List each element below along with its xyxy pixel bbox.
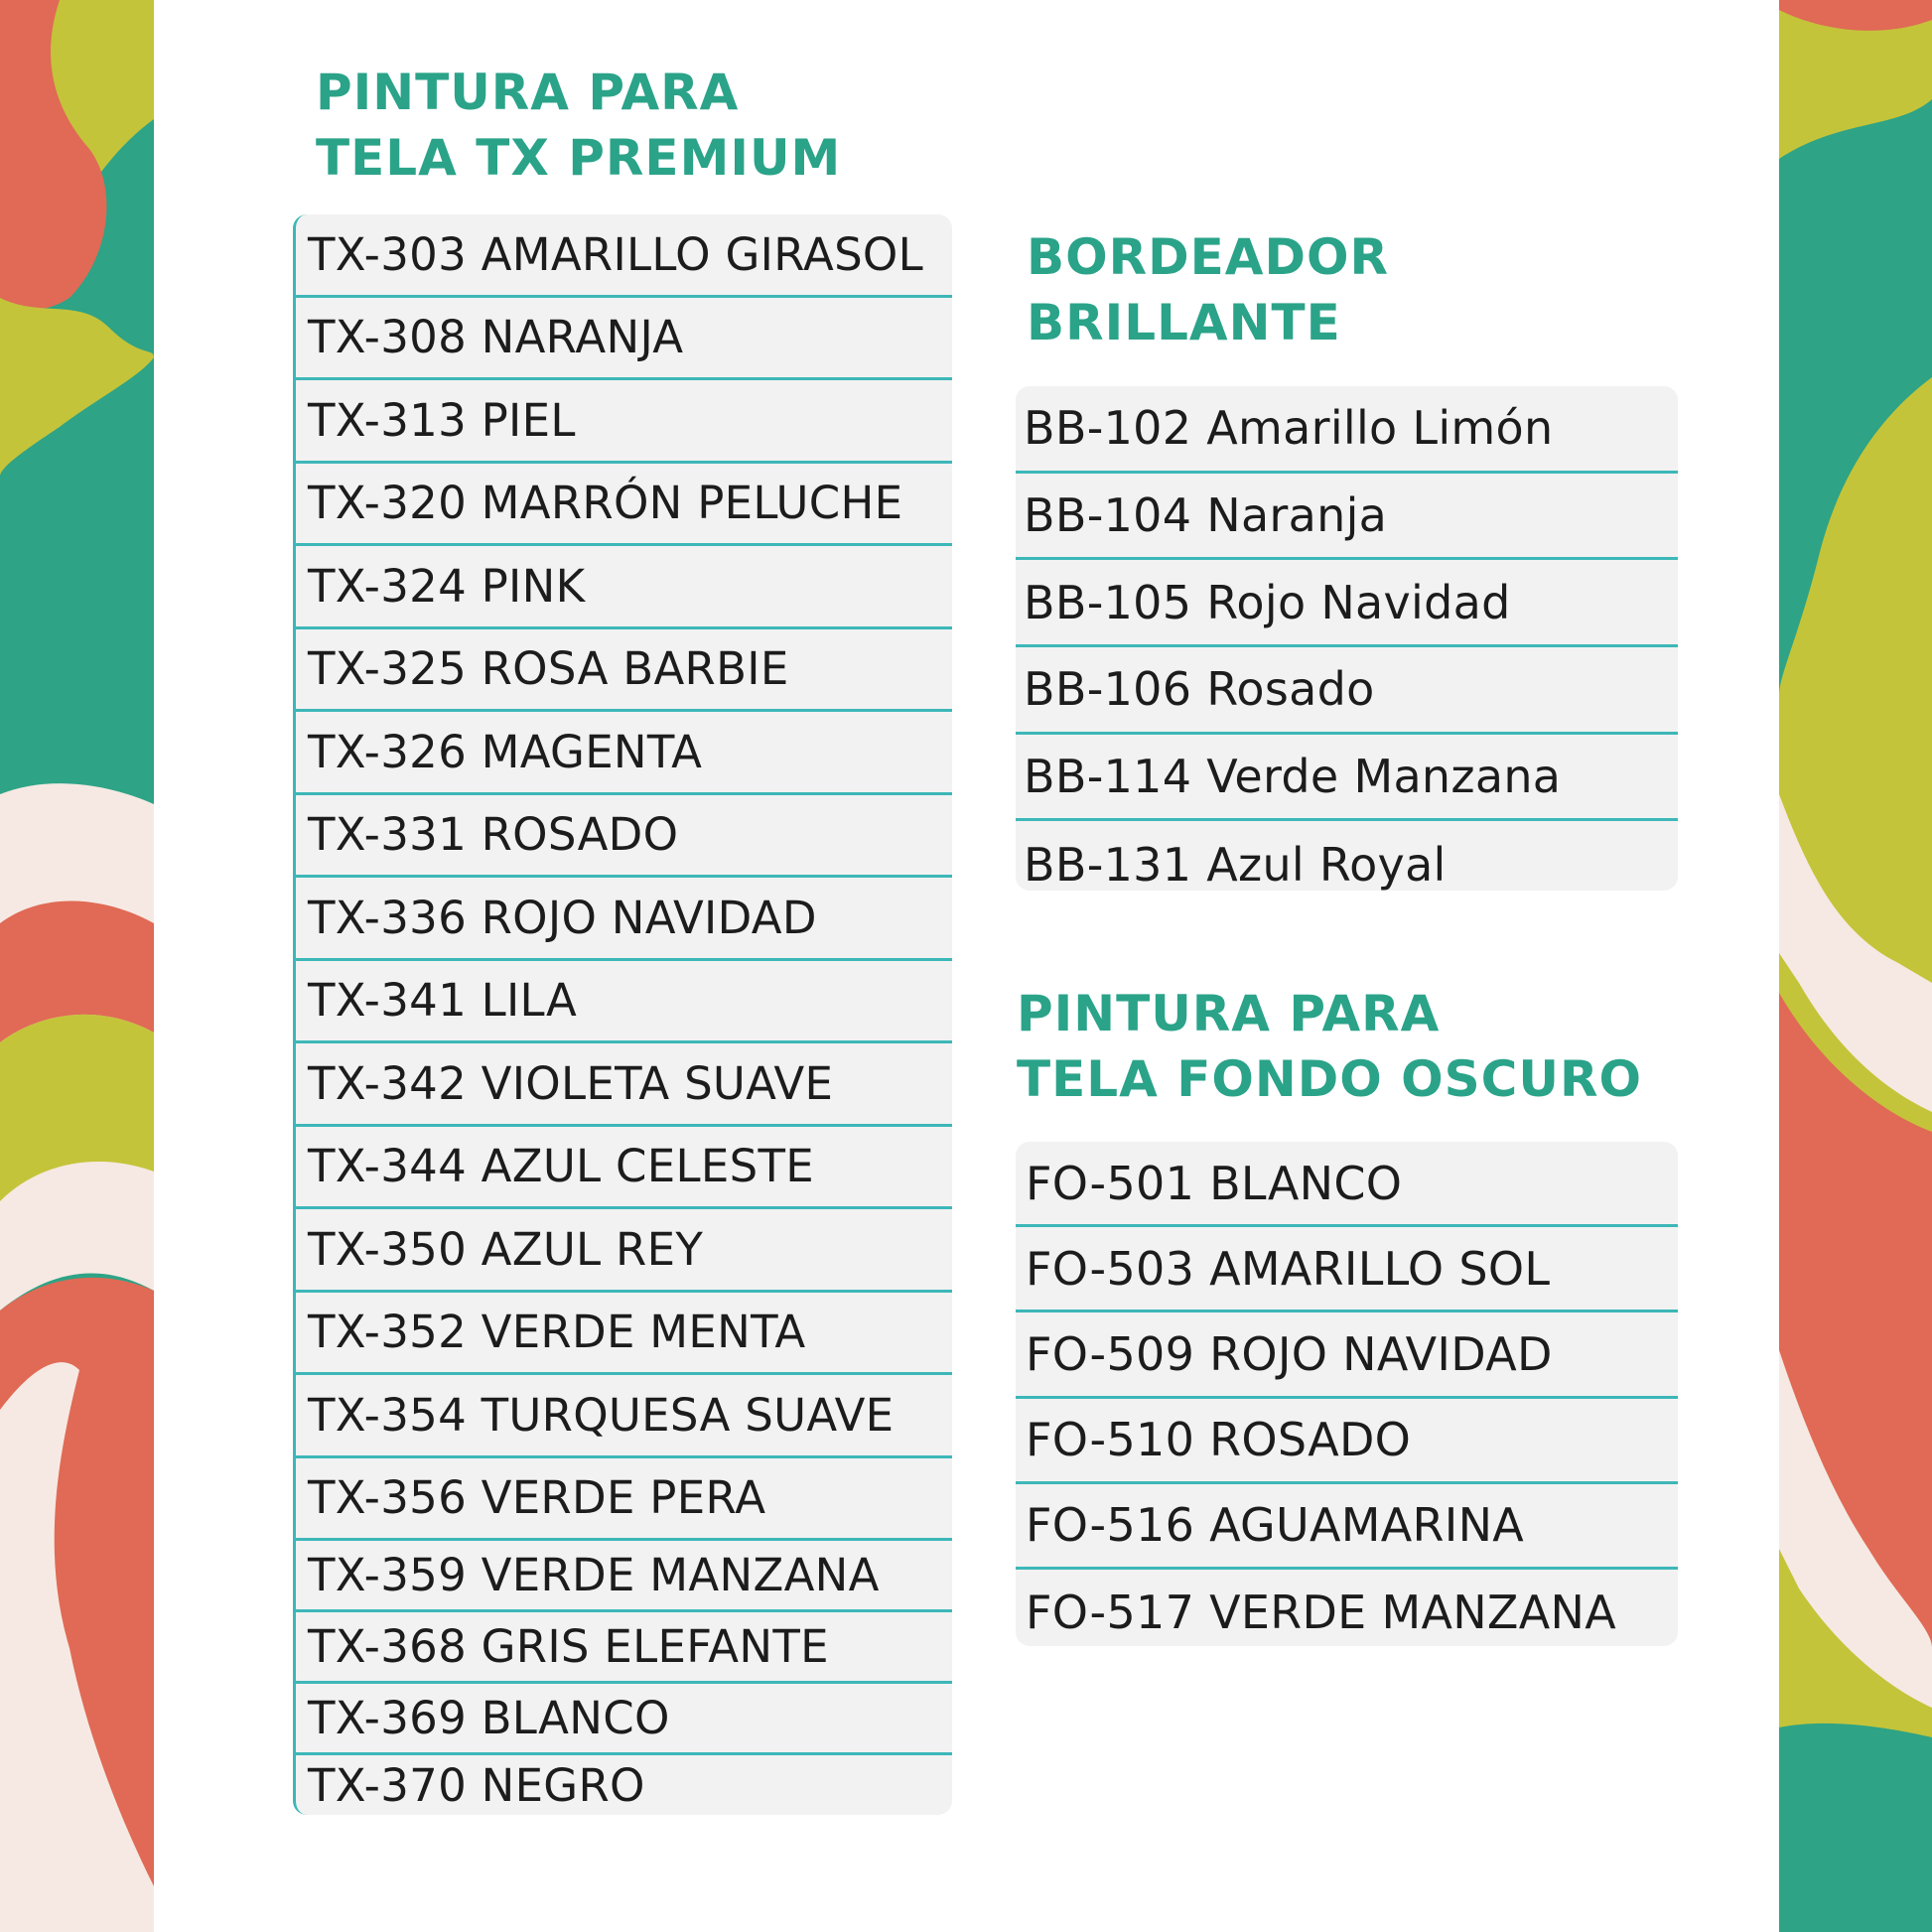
- list-item: TX-354 TURQUESA SUAVE: [296, 1375, 952, 1458]
- list-item: FO-510 ROSADO: [1016, 1399, 1678, 1484]
- fo-title-line1: PINTURA PARA: [1017, 985, 1441, 1042]
- list-item: TX-356 VERDE PERA: [296, 1458, 952, 1542]
- list-item: TX-359 VERDE MANZANA: [296, 1541, 952, 1612]
- list-item: TX-369 BLANCO: [296, 1684, 952, 1755]
- list-item: TX-308 NARANJA: [296, 298, 952, 381]
- list-item: BB-131 Azul Royal: [1024, 838, 1447, 891]
- list-item: TX-313 PIEL: [296, 380, 952, 464]
- list-item: TX-303 AMARILLO GIRASOL: [296, 214, 952, 298]
- bb-color-list: [1016, 386, 1678, 891]
- list-item: FO-503 AMARILLO SOL: [1016, 1227, 1678, 1312]
- list-item: TX-325 ROSA BARBIE: [296, 629, 952, 713]
- fo-color-list: [1016, 1142, 1678, 1646]
- list-item: TX-350 AZUL REY: [296, 1209, 952, 1293]
- list-item: TX-326 MAGENTA: [296, 712, 952, 795]
- list-item: TX-344 AZUL CELESTE: [296, 1127, 952, 1210]
- bb-title-line1: BORDEADOR: [1027, 228, 1389, 286]
- right-decorative-pattern: [1779, 0, 1932, 1932]
- list-item: TX-368 GRIS ELEFANTE: [296, 1612, 952, 1684]
- left-decorative-pattern: [0, 0, 154, 1932]
- list-item: BB-102 Amarillo Limón: [1016, 386, 1678, 474]
- tx-color-list: [293, 214, 952, 1815]
- list-item: TX-370 NEGRO: [308, 1758, 645, 1812]
- list-item: BB-114 Verde Manzana: [1016, 735, 1678, 822]
- bb-title-line2: BRILLANTE: [1027, 294, 1341, 351]
- list-item: TX-342 VIOLETA SUAVE: [296, 1043, 952, 1127]
- list-item: BB-104 Naranja: [1016, 474, 1678, 561]
- list-item: BB-106 Rosado: [1016, 647, 1678, 735]
- list-item: FO-501 BLANCO: [1016, 1142, 1678, 1227]
- list-item: TX-331 ROSADO: [296, 795, 952, 879]
- fo-section-title: [1017, 981, 1642, 1112]
- list-item: BB-105 Rojo Navidad: [1016, 560, 1678, 647]
- tx-section-title: [316, 60, 841, 191]
- tx-title-line1: PINTURA PARA: [316, 64, 740, 121]
- list-item: TX-352 VERDE MENTA: [296, 1293, 952, 1376]
- list-item: FO-516 AGUAMARINA: [1016, 1484, 1678, 1570]
- list-item: TX-320 MARRÓN PELUCHE: [296, 464, 952, 547]
- bb-section-title: [1027, 224, 1389, 355]
- list-item: TX-324 PINK: [296, 546, 952, 629]
- list-item: FO-517 VERDE MANZANA: [1026, 1586, 1616, 1640]
- list-item: TX-341 LILA: [296, 961, 952, 1044]
- fo-title-line2: TELA FONDO OSCURO: [1017, 1050, 1642, 1108]
- list-item: FO-509 ROJO NAVIDAD: [1016, 1312, 1678, 1398]
- tx-title-line2: TELA TX PREMIUM: [316, 129, 842, 187]
- list-item: TX-336 ROJO NAVIDAD: [296, 878, 952, 961]
